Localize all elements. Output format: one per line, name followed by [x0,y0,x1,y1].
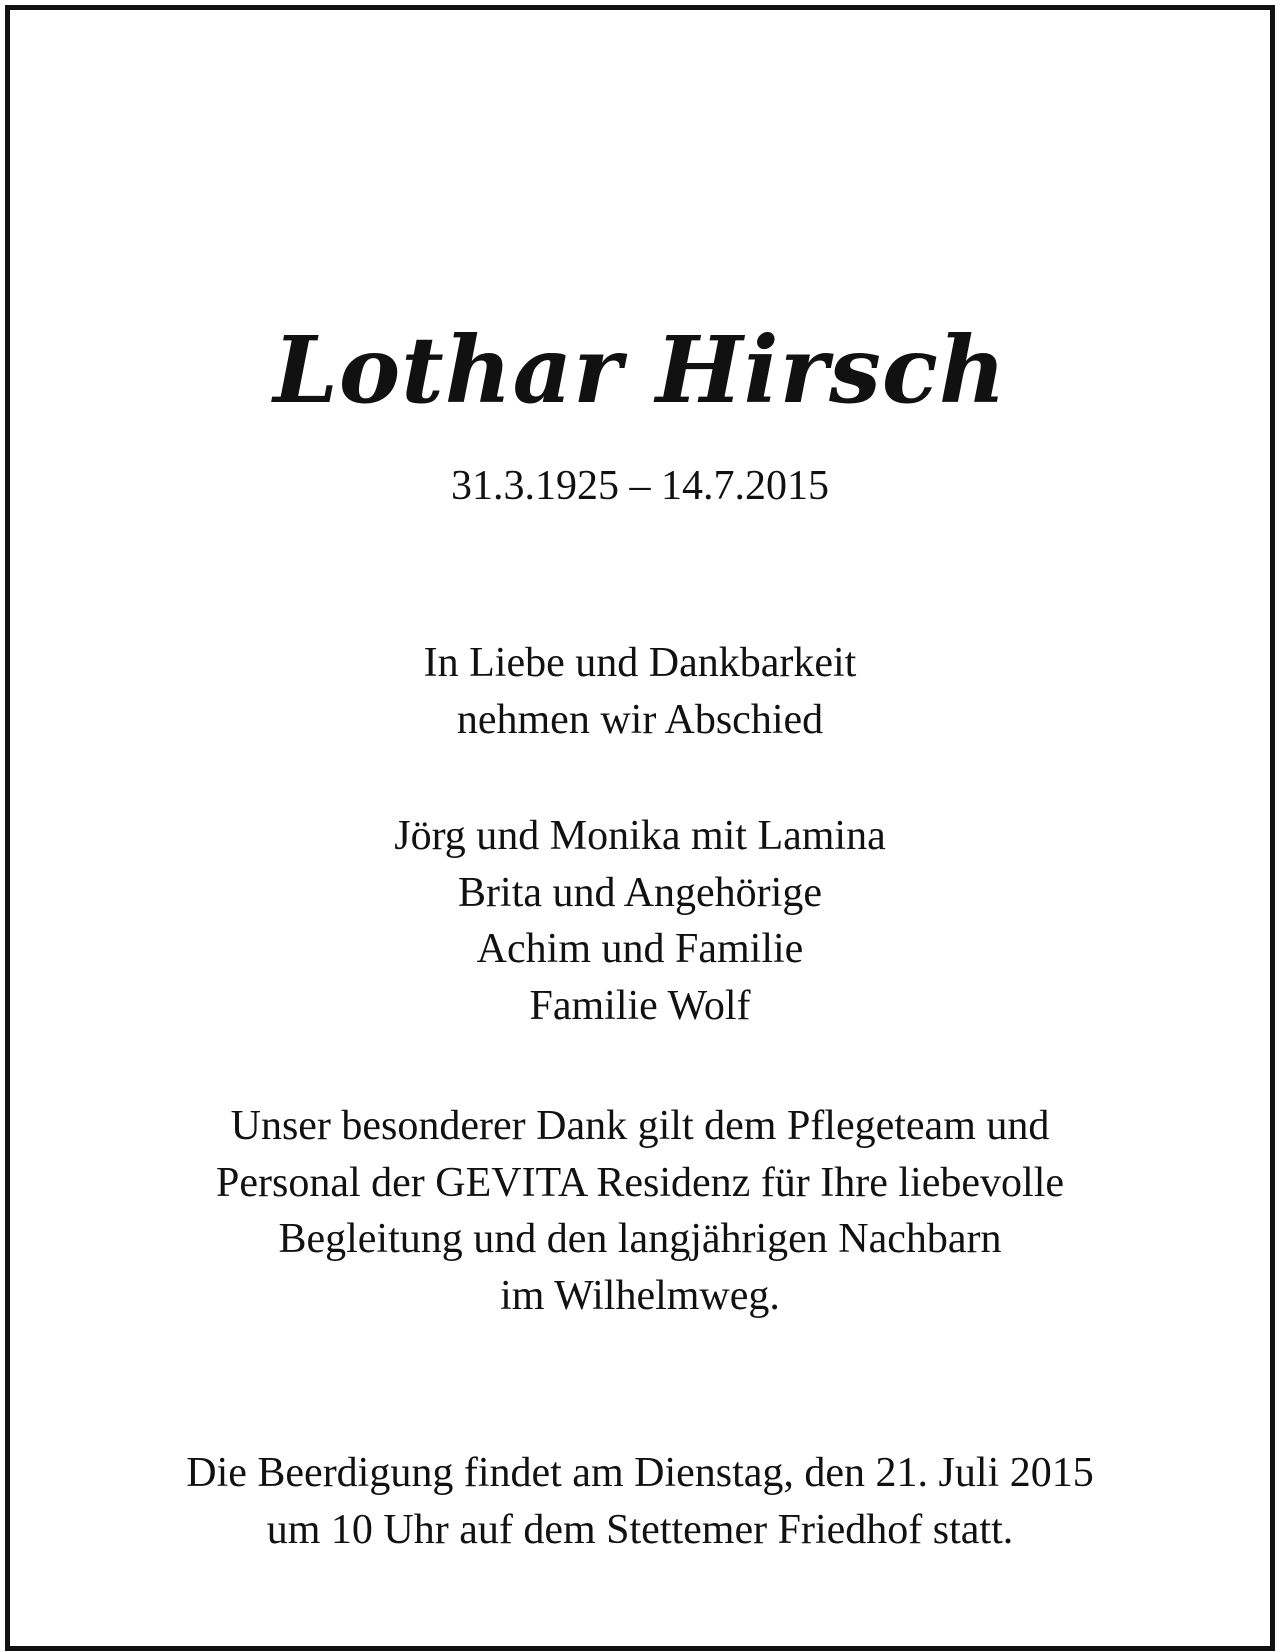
family-list [10,808,1270,1034]
funeral-info [10,1445,1270,1558]
farewell-text [10,635,1270,748]
family-line: Achim und Familie [476,926,804,972]
deceased-name: Lothar Hirsch [273,316,1007,424]
farewell-line: nehmen wir Abschied [456,696,824,743]
thanks-line: Unser besonderer Dank gilt dem Pflegeteam und [230,1103,1050,1149]
thanks-line: im Wilhelmweg. [500,1272,780,1319]
family-line: Jörg und Monika mit Lamina [394,813,886,859]
family-line: Familie Wolf [529,982,751,1029]
life-dates: 31.3.1925 – 14.7.2015 [451,463,829,509]
thanks-line: Begleitung und den langjährigen Nachbarn [278,1216,1002,1262]
thanks-line: Personal der GEVITA Residenz für Ihre liebevolle [215,1159,1065,1206]
family-line: Brita und Angehörige [458,869,822,916]
funeral-line: um 10 Uhr auf dem Stettemer Friedhof statt. [266,1506,1014,1553]
thanks-paragraph [10,1098,1270,1324]
farewell-line: In Liebe und Dankbarkeit [423,640,857,686]
obituary-notice [5,5,1275,1651]
funeral-line: Die Beerdigung findet am Dienstag, den 21. Juli 2015 [186,1450,1094,1496]
